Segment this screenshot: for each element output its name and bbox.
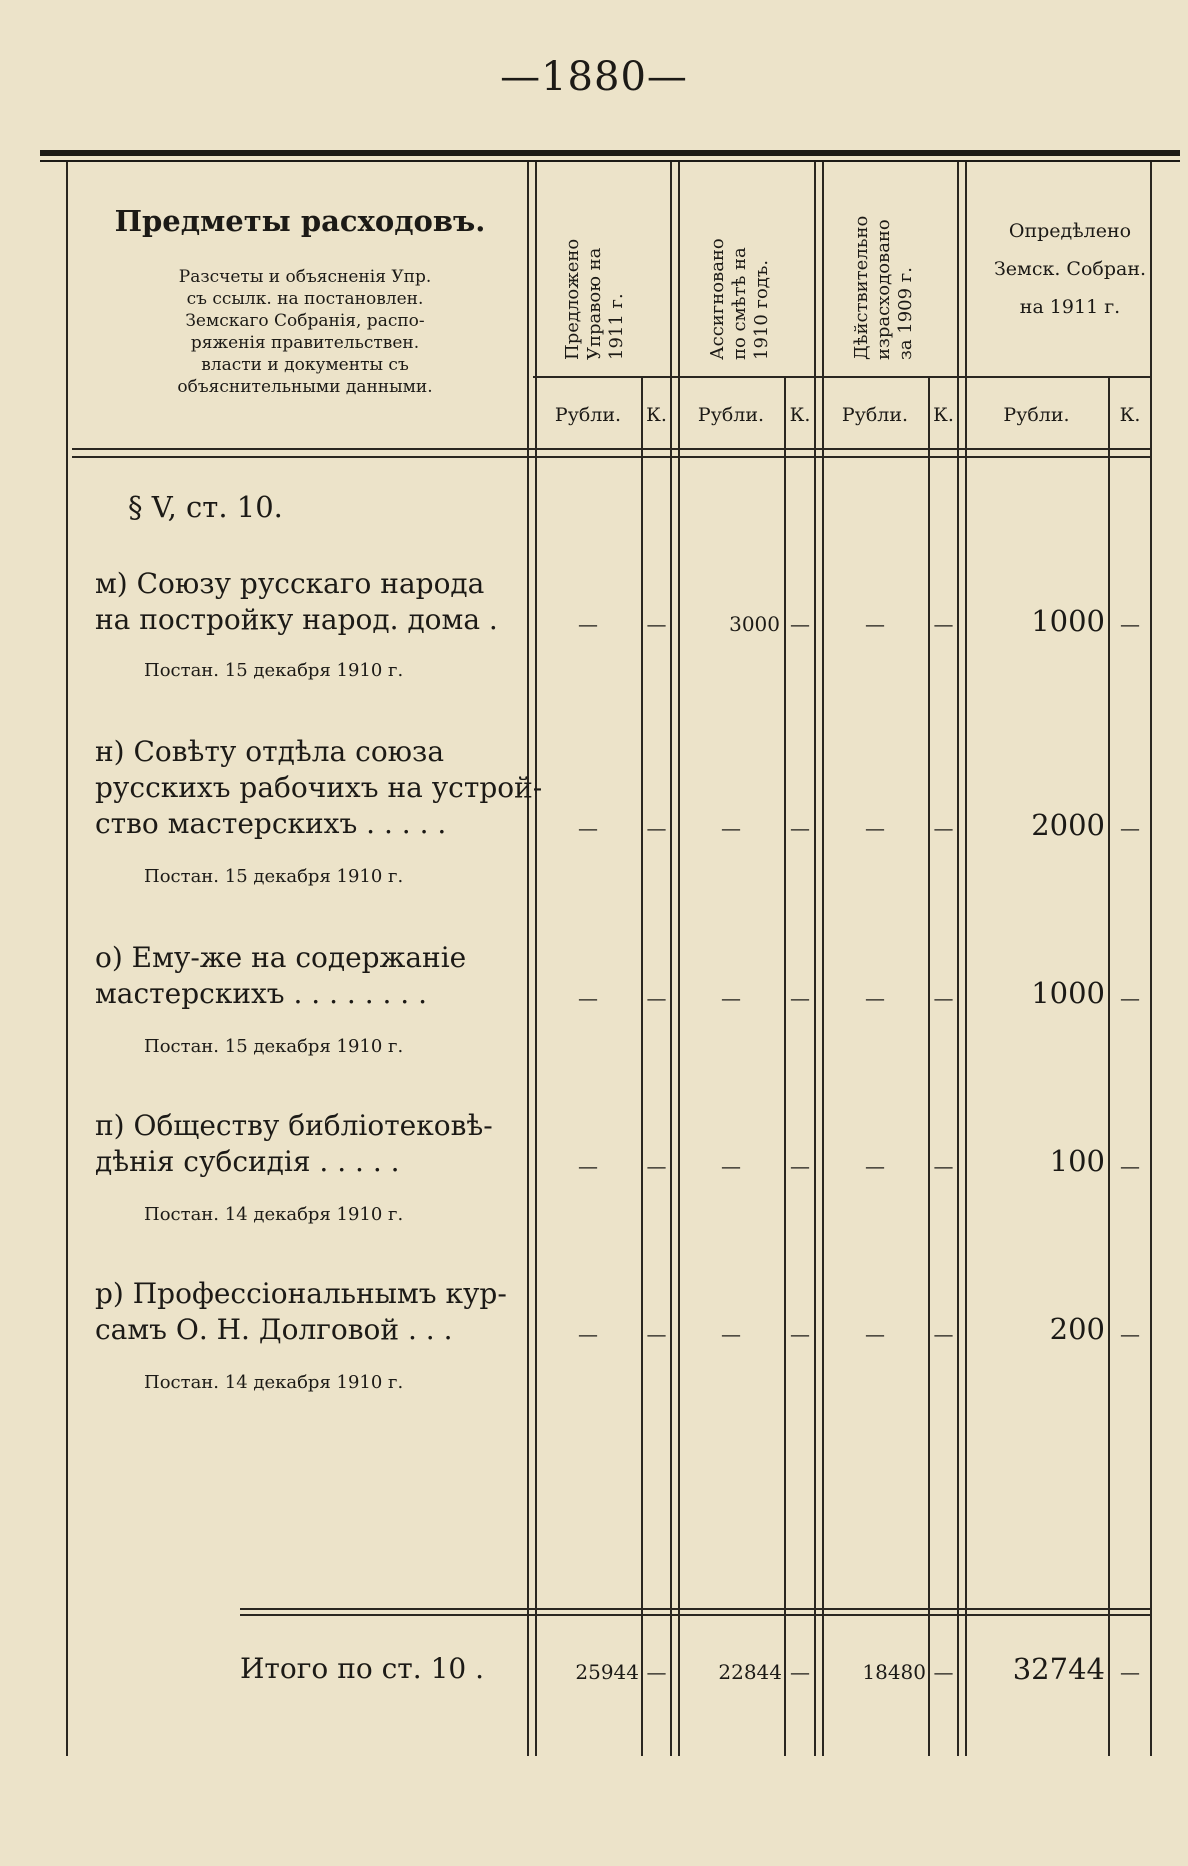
unit-kop: К. [789,404,811,426]
col-divider [527,162,537,1756]
item-defined: 1000 [1031,976,1105,1010]
list-item: п) Обществу библіотековѣ- дѣнія субсидія . . . . . [95,1109,493,1178]
list-item: о) Ему-же на содержаніе мастерскихъ . . . . . . . . [95,941,467,1010]
section-heading: § V, ст. 10. [128,490,283,524]
item-note: Постан. 14 декабря 1910 г. [144,1372,404,1393]
list-item: р) Профессіональнымъ кур- самъ О. Н. Долговой . . . [95,1277,507,1346]
col-divider [957,162,967,1756]
kop-divider [784,376,786,1756]
total-line [240,1608,1150,1610]
item-defined: 2000 [1031,808,1105,842]
header-subtitle: Разсчеты и объясненія Упр. съ ссылк. на постановлен. Земскаго Собранія, распо- ряженія правительствен. власти и документы съ объяснительными данными. [177,267,433,397]
item-note: Постан. 15 декабря 1910 г. [144,1036,404,1057]
unit-row-line [533,376,1150,378]
header-bottom-line [72,448,1150,458]
header-spent: Дѣйствительно израсходовано за 1909 г. [851,215,916,360]
unit-kop: К. [646,404,667,426]
unit-rub: Рубли. [1003,404,1070,426]
item-assigned: 3000 [729,612,780,636]
item-note: Постан. 15 декабря 1910 г. [144,866,404,887]
top-rule [40,150,1180,156]
total-spent: 18480 [862,1660,926,1684]
col-divider [814,162,824,1756]
kop-divider [1108,376,1110,1756]
total-proposed: 25944 [575,1660,639,1684]
item-defined: 200 [1049,1312,1105,1346]
page-number: —1880— [500,54,688,100]
col-divider [670,162,680,1756]
item-defined: 1000 [1031,604,1105,638]
header-assigned: Ассигновано по смѣтѣ на 1910 годъ. [707,238,772,360]
kop-divider [641,376,643,1756]
header-proposed: Предложено Управою на 1911 г. [562,238,627,360]
table-border-left [66,162,68,1756]
item-defined: 100 [1049,1144,1105,1178]
unit-rub: Рубли. [841,404,909,426]
unit-rub: Рубли. [554,404,622,426]
unit-rub: Рубли. [697,404,765,426]
unit-kop: К. [933,404,954,426]
total-defined: 32744 [1012,1652,1105,1686]
list-item: н) Совѣту отдѣла союза русскихъ рабочихъ на устрой- ство мастерскихъ . . . . . [95,735,543,840]
table-border-right [1150,162,1152,1756]
total-assigned: 22844 [718,1660,782,1684]
item-note: Постан. 15 декабря 1910 г. [144,660,404,681]
top-rule-thin [40,160,1180,162]
header-defined: Опредѣлено Земск. Собран. на 1911 г. [993,220,1147,318]
total-label: Итого по ст. 10 . [240,1652,485,1685]
total-line-2 [240,1614,1150,1616]
header-title: Предметы расходовъ. [114,204,486,238]
item-note: Постан. 14 декабря 1910 г. [144,1204,404,1225]
unit-kop: К. [1119,404,1141,426]
kop-divider [928,376,930,1756]
list-item: м) Союзу русскаго народа на постройку народ. дома . [95,567,498,636]
